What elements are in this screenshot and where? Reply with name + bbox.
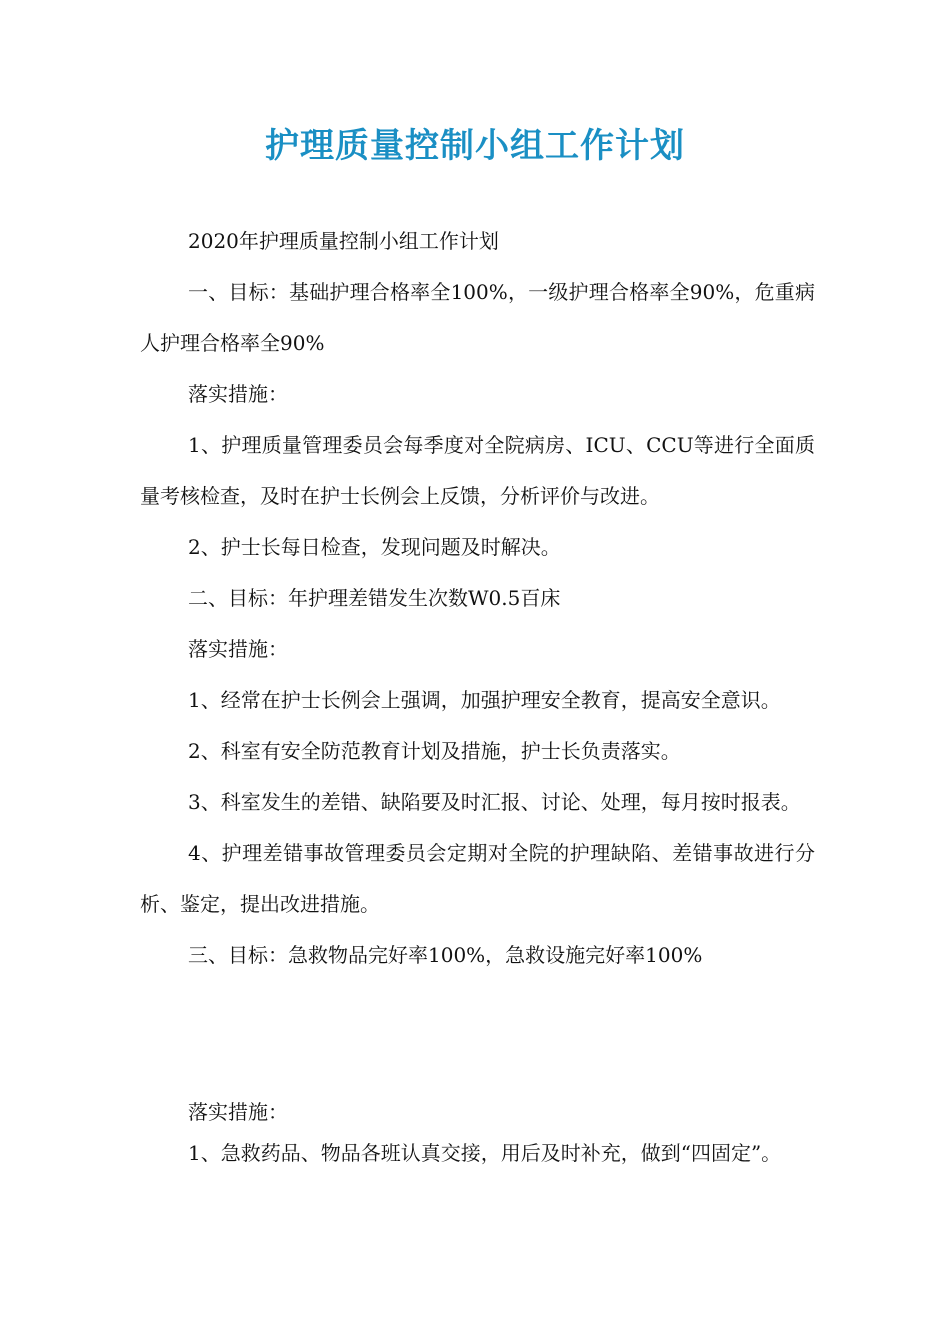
document-title: 护理质量控制小组工作计划 (265, 126, 685, 166)
paragraph-measure-1-1: 1、护理质量管理委员会每季度对全院病房、ICU、CCU等进行全面质量考核检查，及时在护士长例会上反馈，分析评价与改进。 (140, 433, 815, 508)
paragraph-measure-1-2: 2、护士长每日检查，发现问题及时解决。 (188, 535, 561, 559)
paragraph-goal-3: 三、目标：急救物品完好率100%，急救设施完好率100% (188, 943, 703, 967)
document-body (140, 216, 815, 981)
paragraph-measure-3-1: 1、急救药品、物品各班认真交接，用后及时补充，做到“四固定”。 (188, 1141, 782, 1165)
paragraph-heading: 2020年护理质量控制小组工作计划 (188, 229, 499, 253)
document-body-tail (140, 1093, 815, 1175)
paragraph-measure-2-2: 2、科室有安全防范教育计划及措施，护士长负责落实。 (188, 739, 681, 763)
paragraph-goal-1: 一、目标：基础护理合格率全100%，一级护理合格率全90%，危重病人护理合格率全90% (140, 280, 815, 355)
paragraph-measures-label-3: 落实措施： (188, 1100, 288, 1124)
paragraph-goal-2: 二、目标：年护理差错发生次数W0.5百床 (188, 586, 561, 610)
paragraph-measures-label-2: 落实措施： (188, 637, 288, 661)
paragraph-measure-2-3: 3、科室发生的差错、缺陷要及时汇报、讨论、处理，每月按时报表。 (188, 790, 801, 814)
paragraph-measure-2-1: 1、经常在护士长例会上强调，加强护理安全教育，提高安全意识。 (188, 688, 781, 712)
paragraph-measure-2-4: 4、护理差错事故管理委员会定期对全院的护理缺陷、差错事故进行分析、鉴定，提出改进措施。 (140, 841, 815, 916)
paragraph-measures-label-1: 落实措施： (188, 382, 288, 406)
